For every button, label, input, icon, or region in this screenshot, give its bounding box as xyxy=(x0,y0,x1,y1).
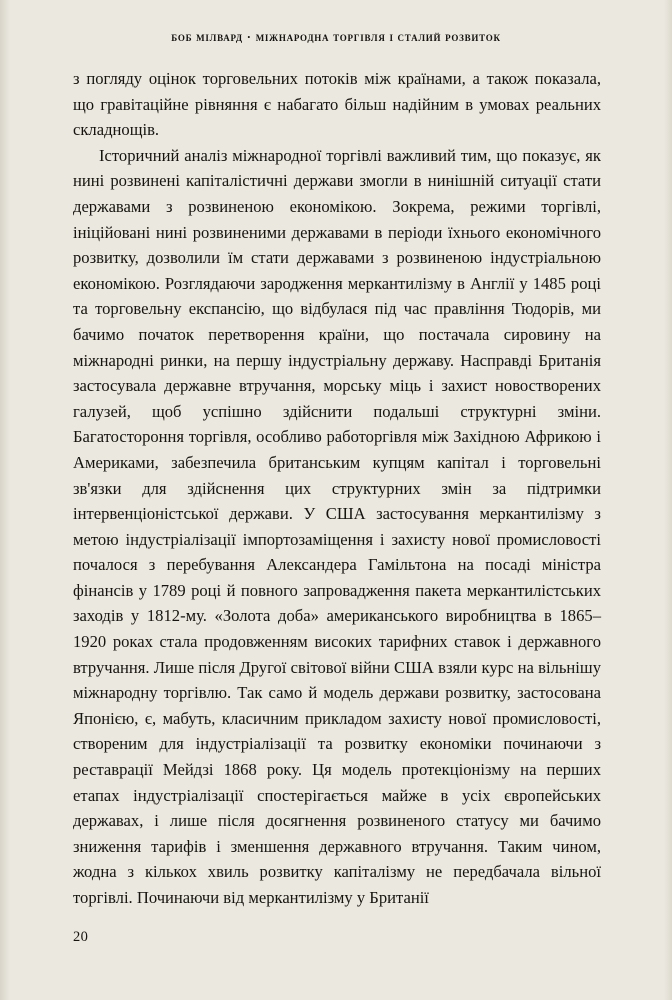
page-edge-shadow-right xyxy=(664,0,672,1000)
page-number: 20 xyxy=(73,929,89,945)
paragraph-1: з погляду оцінок торговельних потоків між країнами, а також показала, що гравітаційне рівняння є набагато більш надійним в умовах реальних складнощів. xyxy=(73,69,601,140)
running-head-title: міжнародна торгівля і сталий розвиток xyxy=(255,30,501,44)
body-text xyxy=(73,66,601,911)
running-head xyxy=(0,30,672,45)
page-edge-shadow-left xyxy=(0,0,10,1000)
running-head-separator: · xyxy=(246,30,252,44)
running-head-author: боб мілвард xyxy=(171,30,243,44)
paragraph-2: Історичний аналіз міжнародної торгівлі важливий тим, що показує, як нині розвинені капіталістичні держави змогли в нинішній ситуації стати державами з розвиненою економікою. Зокрема, режими торгівлі, ініційовані нині розвиненими державами в періоди їхнього економічного розвитку, дозволили їм стати державами з розвиненою індустріальною економікою. Розглядаючи зародження меркантилізму в Англії у 1485 році та торговельну експансію, що відбулася під час правління Тюдорів, ми бачимо початок перетворення країни, що постачала сировину на міжнародні ринки, на першу індустріальну державу. Насправді Британія застосувала державне втручання, морську міць і захист новостворених галузей, щоб успішно здійснити подальші структурні зміни. Багатостороння торгівля, особливо работоргівля між Західною Африкою і Америками, забезпечила британським купцям капітал і торговельні зв'язки для здійснення цих структурних змін за підтримки інтервенціоністської держави. У США застосування меркантилізму з метою індустріалізації імпортозаміщення і захисту нової промисловості почалося з перебування Александера Гамільтона на посаді міністра фінансів у 1789 році й повного запровадження пакета меркантилістських заходів у 1812-му. «Золота доба» американського виробництва в 1865–1920 роках стала продовженням високих тарифних ставок і державного втручання. Лише після Другої світової війни США взяли курс на вільнішу міжнародну торгівлю. Так само й модель держави розвитку, застосована Японією, є, мабуть, класичним прикладом захисту нової промисловості, створеним для індустріалізації та розвитку економіки починаючи з реставрації Мейдзі 1868 року. Ця модель протекціонізму на перших етапах індустріалізації спостерігається майже в усіх європейських державах, і лише після досягнення розвиненого статусу ми бачимо зниження тарифів і зменшення державного втручання. Таким чином, жодна з кількох хвиль розвитку капіталізму не передбачала вільної торгівлі. Починаючи від меркантилізму у Британії xyxy=(73,145,601,907)
